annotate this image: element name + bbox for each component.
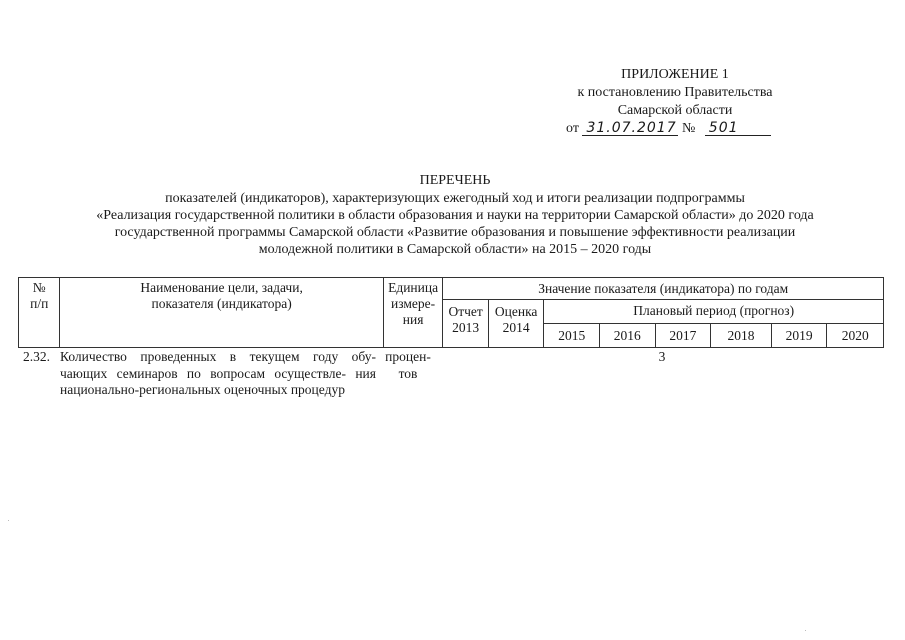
from-label: от <box>566 121 579 136</box>
header-year-2016: 2016 <box>600 324 656 348</box>
indicators-table-header <box>18 277 884 348</box>
appendix-line-1: к постановлению Правительства <box>577 85 773 100</box>
subtitle-line: государственной программы Самарской области «Развитие образования и повышение эффективности реализации <box>114 225 796 240</box>
number-label: № <box>681 121 696 136</box>
document-title: ПЕРЕЧЕНЬ <box>419 173 491 188</box>
header-values: Значение показателя (индикатора) по годам <box>443 278 884 300</box>
header-report-2013: Отчет 2013 <box>443 300 488 348</box>
header-year-2020: 2020 <box>827 324 884 348</box>
header-number: № п/п <box>19 278 60 348</box>
header-year-2015: 2015 <box>544 324 600 348</box>
subtitle-line: молодежной политики в Самарской области» на 2015 – 2020 годы <box>258 242 652 257</box>
header-year-2017: 2017 <box>655 324 711 348</box>
row-unit: процен- тов <box>385 349 431 381</box>
appendix-line-2: Самарской области <box>617 103 733 118</box>
header-unit: Единица измере- ния <box>383 278 443 348</box>
row-value: 3 <box>658 349 666 364</box>
document-subtitle <box>40 190 870 258</box>
subtitle-line: «Реализация государственной политики в области образования и науки на территории Самарской области» до 2020 года <box>96 208 814 223</box>
subtitle-line: показателей (индикаторов), характеризующих ежегодный ход и итоги реализации подпрограммы <box>165 191 745 206</box>
appendix-block <box>560 66 790 120</box>
appendix-title: ПРИЛОЖЕНИЕ 1 <box>621 67 729 82</box>
row-indicator-name: Количество проведенных в текущем году обу- чающих семинаров по вопросам осуществле- ния национально-региональных оценочных процедур <box>60 349 376 397</box>
header-name: Наименование цели, задачи, показателя (индикатора) <box>60 278 383 348</box>
handwritten-number: 501 <box>705 121 771 136</box>
header-year-2018: 2018 <box>711 324 772 348</box>
resolution-signature-line <box>566 120 771 138</box>
row-number: 2.32. <box>23 349 50 364</box>
header-year-2019: 2019 <box>771 324 827 348</box>
scan-speck <box>8 520 9 521</box>
scan-speck <box>805 630 806 631</box>
header-plan-period: Плановый период (прогноз) <box>544 300 884 324</box>
handwritten-date: 31.07.2017 <box>582 121 678 136</box>
header-estimate-2014: Оценка 2014 <box>488 300 544 348</box>
